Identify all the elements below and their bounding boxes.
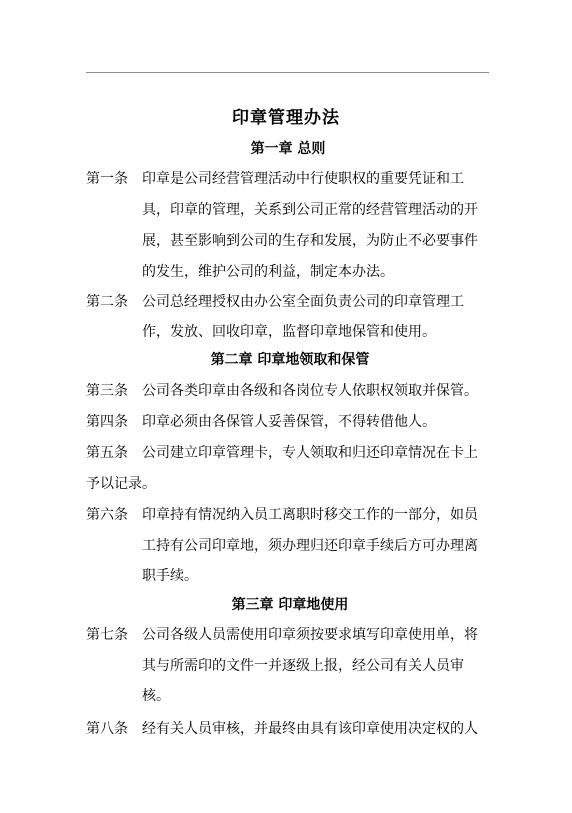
article-7	[86, 625, 478, 645]
article-line: 其与所需印的文件一并逐级上报，经公司有关人员审	[142, 658, 464, 674]
document-title: 印章管理办法	[232, 108, 340, 128]
article-5	[86, 443, 478, 463]
article-line: 职手续。	[142, 568, 198, 584]
article-line: 的发生，维护公司的利益，制定本办法。	[142, 264, 394, 280]
article-line: 具，印章的管理，关系到公司正常的经营管理活动的开	[142, 202, 478, 218]
article-line: 印章持有情况纳入员工离职时移交工作的一部分，如员	[142, 507, 478, 523]
article-number: 第三条	[86, 383, 128, 399]
article-1	[86, 169, 464, 189]
article-number: 第五条	[86, 445, 128, 461]
chapter-1-heading: 第一章 总则	[250, 141, 326, 157]
article-line: 作，发放、回收印章，监督印章地保管和使用。	[142, 324, 436, 340]
article-2	[86, 292, 464, 312]
article-line: 予以记录。	[86, 476, 156, 492]
article-line: 印章是公司经营管理活动中行使职权的重要凭证和工	[142, 171, 464, 187]
article-4	[86, 412, 436, 432]
article-number: 第六条	[86, 507, 128, 523]
article-line: 印章必须由各保管人妥善保管，不得转借他人。	[142, 414, 436, 430]
article-line: 核。	[142, 688, 170, 704]
article-number: 第四条	[86, 414, 128, 430]
article-line: 公司各类印章由各级和各岗位专人依职权领取并保管。	[142, 383, 478, 399]
article-number: 第二条	[86, 294, 128, 310]
article-3	[86, 381, 478, 401]
article-6	[86, 505, 478, 525]
article-line: 经有关人员审核，并最终由具有该印章使用决定权的人	[142, 721, 478, 737]
article-line: 展，甚至影响到公司的生存和发展，为防止不必要事件	[142, 233, 478, 249]
article-number: 第一条	[86, 171, 128, 187]
article-line: 工持有公司印章地，须办理归还印章手续后方可办理离	[142, 538, 478, 554]
chapter-3-heading: 第三章 印章地使用	[231, 597, 349, 613]
header-rule	[86, 72, 489, 73]
article-number: 第八条	[86, 721, 128, 737]
article-line: 公司各级人员需使用印章须按要求填写印章使用单，将	[142, 627, 478, 643]
article-line: 公司建立印章管理卡，专人领取和归还印章情况在卡上	[142, 445, 478, 461]
article-number: 第七条	[86, 627, 128, 643]
article-line: 公司总经理授权由办公室全面负责公司的印章管理工	[142, 294, 464, 310]
article-8	[86, 719, 478, 739]
chapter-2-heading: 第二章 印章地领取和保管	[210, 352, 370, 368]
